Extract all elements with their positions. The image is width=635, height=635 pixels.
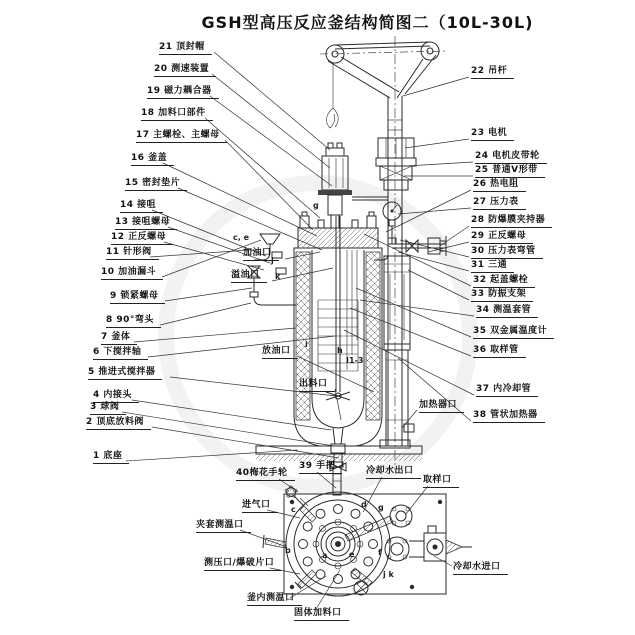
annotation-flange-c: c — [291, 505, 296, 514]
annotation-flange-jk: j k — [383, 570, 394, 579]
annotation-flange-b: b — [285, 546, 291, 555]
label-discharge-valve: 2 顶底放料阀 — [86, 417, 151, 430]
annotation-flange-d: d — [361, 500, 367, 509]
label-cooling-water-inlet: 冷却水进口 — [453, 562, 508, 575]
label-oil-overflow-port: 溢油口 — [231, 270, 267, 283]
annotation-g: g — [313, 201, 319, 210]
label-bimetal-thermometer: 35 双金属温度计 — [473, 326, 554, 339]
annotation-flange-a: a — [322, 551, 328, 560]
label-pressure-burst-port: 测压口/爆破片口 — [204, 558, 281, 571]
label-magnetic-coupler: 19 磁力耦合器 — [147, 86, 219, 99]
label-thermowell: 34 测温套管 — [476, 305, 538, 318]
label-anti-vibration-bracket: 33 防振支架 — [471, 289, 533, 302]
label-solid-feed-port: 固体加料口 — [294, 608, 349, 621]
annotation-k: k — [275, 272, 281, 281]
vessel-lid — [298, 212, 378, 248]
label-tubular-heater: 38 管状加热器 — [473, 410, 545, 423]
annotation-j: j — [271, 256, 274, 265]
label-plum-handwheel: 40梅花手轮 — [236, 468, 295, 481]
label-top-seal-cap: 21 顶封帽 — [159, 42, 212, 55]
annotation-i: i — [305, 340, 308, 349]
label-hanger-rod: 22 吊杆 — [471, 66, 514, 79]
label-lower-stir-shaft: 6 下搅拌轴 — [93, 347, 148, 360]
label-base: 1 底座 — [93, 451, 129, 464]
label-reverse-nut: 12 正反螺母 — [111, 232, 173, 245]
motor — [376, 138, 416, 190]
label-gas-inlet-port: 进气口 — [242, 500, 278, 513]
label-v-belt: 25 普通V形带 — [475, 165, 545, 178]
label-discharge-port: 出料口 — [299, 379, 335, 392]
label-oil-drain-port: 放油口 — [262, 346, 298, 359]
label-burst-disc-holder: 28 防爆膜夹持器 — [471, 215, 552, 228]
label-motor-pulley: 24 电机皮带轮 — [475, 151, 547, 164]
label-kettle-lid: 16 釜盖 — [131, 153, 174, 166]
diagram-title: GSH型高压反应釜结构简图二（10L-30L) — [201, 13, 534, 32]
label-90-elbow: 8 90°弯头 — [106, 315, 161, 328]
label-tee: 31 三通 — [471, 260, 514, 273]
label-oil-fill-port: 加油口 — [243, 248, 279, 261]
label-propeller-stirrer: 5 推进式搅拌器 — [88, 367, 162, 380]
label-handle: 39 手把 — [299, 461, 342, 474]
label-needle-valve: 11 针形阀 — [106, 247, 159, 260]
label-kettle-temp-port: 釜内测温口 — [247, 593, 302, 606]
label-heater-port: 加热器口 — [419, 400, 464, 413]
annotation-flange-e: e — [349, 550, 355, 559]
label-main-bolt-nut: 17 主螺栓、主螺母 — [136, 130, 227, 143]
label-kettle-body: 7 釜体 — [101, 332, 137, 345]
label-reverse-nut-2: 29 正反螺母 — [471, 231, 533, 244]
label-thermal-resistor: 26 热电阻 — [473, 179, 526, 192]
label-inner-cooling-tube: 37 内冷却管 — [476, 384, 538, 397]
label-nozzle: 14 接咀 — [120, 200, 163, 213]
annotation-flange-g: g — [378, 503, 384, 512]
label-sampling-tube: 36 取样管 — [473, 345, 526, 358]
label-feed-port-part: 18 加料口部件 — [141, 108, 213, 121]
label-sampling-port: 取样口 — [423, 475, 459, 488]
label-ball-valve: 3 球阀 — [90, 402, 126, 415]
label-pressure-gauge: 27 压力表 — [473, 197, 526, 210]
label-motor: 23 电机 — [471, 128, 514, 141]
label-inner-joint: 4 内接头 — [93, 390, 139, 403]
label-lid-lift-bolt: 32 起盖螺栓 — [473, 275, 535, 288]
label-lock-nut: 9 锁紧螺母 — [110, 291, 165, 304]
label-oil-funnel: 10 加油漏斗 — [101, 267, 163, 280]
annotation-h: h — [337, 346, 343, 355]
annotation-ce: c, e — [233, 233, 249, 242]
label-nozzle-nut: 13 接咀螺母 — [115, 217, 177, 230]
label-speed-device: 20 测速装置 — [154, 64, 216, 77]
label-cooling-water-outlet: 冷却水出口 — [366, 466, 421, 479]
label-seal-gasket: 15 密封垫片 — [125, 178, 187, 191]
annotation-flange-f: f — [378, 548, 382, 557]
label-jacket-temp-port: 夹套测温口 — [196, 520, 251, 533]
annotation-i1-3: I1-3 — [346, 356, 364, 365]
label-gauge-bend-pipe: 30 压力表弯管 — [471, 246, 543, 259]
